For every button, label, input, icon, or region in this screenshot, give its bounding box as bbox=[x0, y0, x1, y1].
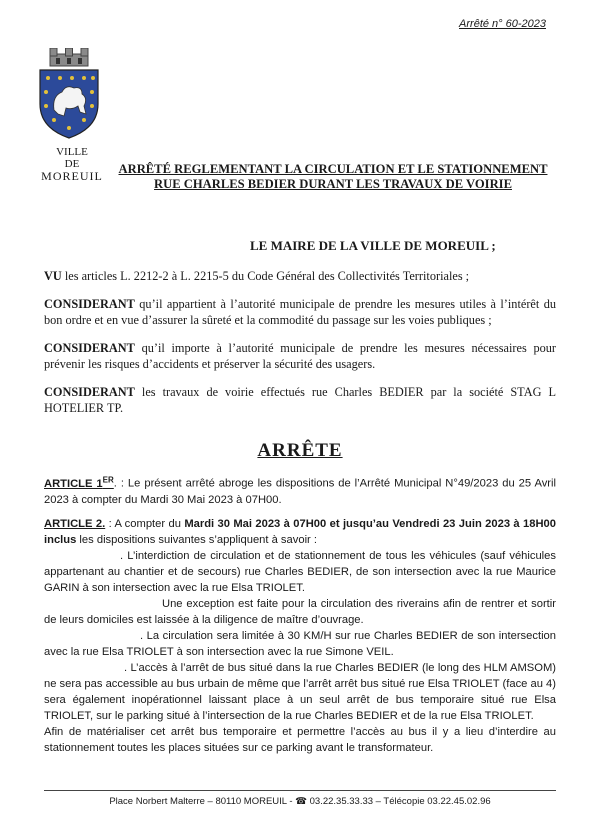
vu-text: les articles L. 2212-2 à L. 2215-5 du Code Général des Collectivités Territoriales ; bbox=[61, 269, 470, 283]
article-1-text: . : Le présent arrêté abroge les dispositions de l’Arrêté Municipal N°49/2023 du 25 Avril 2023 à compter du Mardi 30 Mai 2023 à 07H00. bbox=[44, 477, 556, 506]
article-2-item-3 bbox=[44, 628, 556, 660]
article-1-label: ARTICLE 1ER bbox=[44, 475, 114, 490]
article-2-intro-end: les dispositions suivantes s’appliquent à savoir : bbox=[76, 534, 317, 546]
vu-label: VU bbox=[44, 269, 62, 283]
moreuil-coat-of-arms bbox=[36, 48, 102, 140]
article-2-inclus: inclus bbox=[44, 534, 77, 546]
maire-heading: LE MAIRE DE LA VILLE DE MOREUIL ; bbox=[250, 238, 496, 253]
considerant-2-label: CONSIDERANT bbox=[44, 341, 135, 355]
considerant-3 bbox=[44, 384, 556, 416]
considerant-1-text: qu’il appartient à l’autorité municipale de prendre les mesures utiles à l’intérêt du bon ordre et en vue d’assurer la sûreté et la commodité du passage sur les voies publiques ; bbox=[44, 297, 556, 327]
article-1 bbox=[44, 472, 556, 508]
article-2-item-1 bbox=[44, 548, 556, 596]
considerant-1 bbox=[44, 296, 556, 328]
ville-line2: DE bbox=[64, 158, 80, 170]
considerant-2 bbox=[44, 340, 556, 372]
footer-address: Place Norbert Malterre – 80110 MOREUIL - ☎ 03.22.35.33.33 – Télécopie 03.22.45.02.96 bbox=[109, 796, 491, 807]
considerant-3-text: les travaux de voirie effectués rue Charles BEDIER par la société STAG L HOTELIER TP. bbox=[44, 385, 556, 415]
vu-paragraph bbox=[44, 268, 556, 284]
article-2-item-1-text: . L’interdiction de circulation et de stationnement de tous les véhicules (sauf véhicules appartenant au chantier et de secours) rue Charles BEDIER, de son intersection avec la rue Maurice GARIN à son intersection avec la rue Elsa TRIOLET. bbox=[44, 550, 556, 594]
ville-line1: VILLE bbox=[56, 146, 88, 158]
article-2-intro: : A compter du bbox=[105, 518, 185, 530]
footer-divider bbox=[44, 790, 556, 791]
article-2 bbox=[44, 516, 556, 548]
considerant-1-label: CONSIDERANT bbox=[44, 297, 135, 311]
considerant-2-text: qu’il importe à l’autorité municipale de prendre les mesures nécessaires pour prévenir les risques d’accidents et préserver la sécurité des usagers. bbox=[44, 341, 556, 371]
arrete-reference: Arrêté n° 60-2023 bbox=[459, 18, 546, 30]
ville-line3: MOREUIL bbox=[41, 169, 103, 183]
ville-label bbox=[36, 146, 108, 182]
article-1-sup: ER bbox=[102, 475, 114, 484]
article-2-item-5 bbox=[44, 724, 556, 756]
document-title: ARRÊTÉ REGLEMENTANT LA CIRCULATION ET LE STATIONNEMENT RUE CHARLES BEDIER DURANT LES TRAVAUX DE VOIRIE bbox=[118, 162, 548, 191]
article-2-item-2-text: Une exception est faite pour la circulation des riverains afin de rentrer et sortir de leurs domiciles est laissée à la diligence de maître d’ouvrage. bbox=[44, 598, 556, 626]
article-2-dates: Mardi 30 Mai 2023 à 07H00 et jusqu’au Vendredi 23 Juin 2023 à 18H00 bbox=[184, 518, 556, 530]
article-2-label: ARTICLE 2. bbox=[44, 518, 106, 530]
article-2-item-5-text: Afin de matérialiser cet arrêt bus temporaire et permettre l’accès au bus il y a lieu d’interdire au stationnement toutes les places situées sur ce parking avant le transformateur. bbox=[44, 726, 556, 754]
article-2-item-4 bbox=[44, 660, 556, 724]
considerant-3-label: CONSIDERANT bbox=[44, 385, 135, 399]
article-2-item-3-text: . La circulation sera limitée à 30 KM/H sur rue Charles BEDIER de son intersection avec la rue Elsa TRIOLET à son intersection avec la rue Simone VEIL. bbox=[44, 630, 556, 658]
arrete-heading: ARRÊTE bbox=[257, 440, 343, 461]
article-2-item-4-text: . L’accès à l’arrêt de bus situé dans la rue Charles BEDIER (le long des HLM AMSOM) ne sera pas accessible au bus urbain de même que l’arrêt arrêt bus situé rue Elsa TRIOLET (face au 4) sera également inopérationnel laissant place à un seul arrêt de bus temporaire situé rue Elsa TRIOLET, sur le parking situé à l’intersection de la rue Charles BEDIER et de la rue Elsa TRIOLET. bbox=[44, 662, 556, 722]
article-2-item-2 bbox=[44, 596, 556, 628]
